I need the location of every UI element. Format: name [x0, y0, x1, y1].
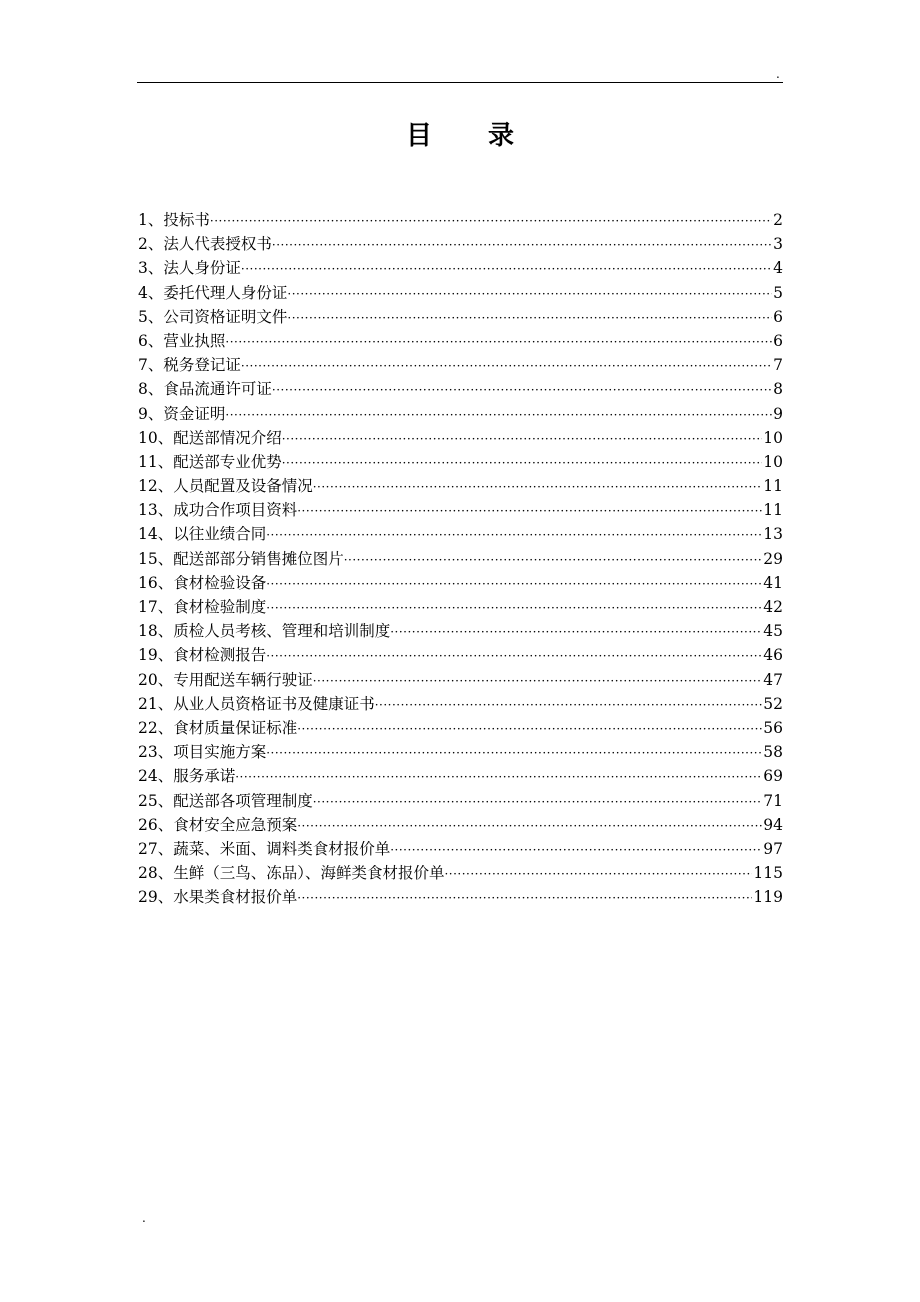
- toc-entry[interactable]: [138, 595, 783, 619]
- toc-entry-label: 18、质检人员考核、管理和培训制度: [138, 622, 391, 641]
- toc-entry[interactable]: [138, 668, 783, 692]
- toc-entry[interactable]: [138, 837, 783, 861]
- toc-entry-page-number: 71: [763, 791, 783, 810]
- toc-entry[interactable]: [138, 426, 783, 450]
- toc-dot-leader: [313, 669, 763, 692]
- toc-entry[interactable]: [138, 740, 783, 764]
- toc-entry-label: 14、以往业绩合同: [138, 525, 267, 544]
- toc-dot-leader: [225, 330, 772, 353]
- toc-dot-leader: [272, 378, 772, 401]
- toc-entry-label: 26、食材安全应急预案: [138, 815, 298, 834]
- toc-entry-page-number: 42: [763, 598, 783, 616]
- toc-dot-leader: [266, 523, 762, 546]
- toc-dot-leader: [297, 886, 752, 909]
- toc-entry-page-number: 52: [763, 694, 783, 713]
- toc-entry-label: 13、成功合作项目资料: [138, 501, 298, 520]
- toc-dot-leader: [241, 354, 772, 377]
- toc-entry-label: 23、项目实施方案: [138, 743, 267, 762]
- toc-entry[interactable]: [138, 474, 783, 498]
- toc-entry[interactable]: [138, 208, 783, 232]
- toc-dot-leader: [266, 644, 762, 667]
- toc-entry-label: 12、人员配置及设备情况: [138, 477, 313, 496]
- toc-entry[interactable]: [138, 619, 783, 643]
- toc-dot-leader: [297, 717, 762, 740]
- toc-entry-label: 1、投标书: [138, 211, 210, 229]
- toc-entry[interactable]: [138, 498, 783, 522]
- toc-entry[interactable]: [138, 281, 783, 305]
- toc-entry-label: 17、食材检验制度: [138, 598, 267, 616]
- toc-entry-label: 2、法人代表授权书: [138, 235, 272, 254]
- toc-entry-page-number: 46: [763, 646, 783, 665]
- toc-entry-label: 10、配送部情况介绍: [138, 428, 282, 447]
- toc-entry-label: 11、配送部专业优势: [138, 452, 282, 471]
- toc-entry[interactable]: [138, 329, 783, 353]
- toc-dot-leader: [225, 403, 772, 426]
- toc-entry-page-number: 8: [773, 380, 783, 399]
- toc-entry-page-number: 9: [773, 404, 783, 423]
- toc-entry[interactable]: [138, 643, 783, 667]
- toc-entry-page-number: 2: [773, 211, 783, 229]
- toc-dot-leader: [266, 572, 762, 595]
- toc-entry[interactable]: [138, 522, 783, 546]
- toc-dot-leader: [287, 306, 772, 329]
- toc-entry-page-number: 5: [773, 283, 783, 302]
- table-of-contents: [138, 208, 783, 909]
- toc-entry-page-number: 29: [763, 549, 783, 568]
- toc-entry[interactable]: [138, 353, 783, 377]
- toc-entry-page-number: 58: [763, 743, 783, 762]
- toc-entry-label: 27、蔬菜、米面、调料类食材报价单: [138, 839, 391, 858]
- toc-entry-page-number: 119: [753, 888, 783, 907]
- toc-dot-leader: [297, 499, 762, 522]
- toc-dot-leader: [282, 451, 763, 474]
- toc-dot-leader: [344, 548, 763, 571]
- header-rule: [137, 82, 783, 83]
- toc-entry-label: 16、食材检验设备: [138, 573, 267, 592]
- footer-mark: .: [142, 1211, 146, 1225]
- toc-entry[interactable]: [138, 813, 783, 837]
- toc-entry-page-number: 41: [763, 573, 783, 592]
- toc-entry[interactable]: [138, 716, 783, 740]
- toc-entry-page-number: 45: [763, 622, 783, 641]
- toc-dot-leader: [444, 862, 752, 885]
- toc-entry-label: 9、资金证明: [138, 404, 226, 423]
- toc-entry-page-number: 115: [753, 864, 783, 883]
- toc-entry-page-number: 47: [763, 670, 783, 689]
- toc-dot-leader: [272, 233, 772, 256]
- toc-entry-label: 8、食品流通许可证: [138, 380, 272, 399]
- toc-entry[interactable]: [138, 692, 783, 716]
- toc-dot-leader: [297, 814, 762, 837]
- toc-entry-label: 4、委托代理人身份证: [138, 283, 288, 302]
- toc-entry-label: 22、食材质量保证标准: [138, 718, 298, 737]
- toc-entry-page-number: 3: [773, 235, 783, 254]
- toc-entry-page-number: 4: [773, 259, 783, 278]
- toc-entry-page-number: 6: [773, 331, 783, 350]
- toc-entry-page-number: 56: [763, 718, 783, 737]
- toc-entry-label: 21、从业人员资格证书及健康证书: [138, 694, 375, 713]
- toc-entry-page-number: 69: [763, 767, 783, 786]
- toc-entry-label: 24、服务承诺: [138, 767, 236, 786]
- toc-entry[interactable]: [138, 232, 783, 256]
- toc-entry-page-number: 7: [773, 356, 783, 375]
- toc-dot-leader: [390, 838, 762, 861]
- toc-entry[interactable]: [138, 789, 783, 813]
- toc-entry-page-number: 10: [763, 452, 783, 471]
- toc-dot-leader: [235, 765, 762, 788]
- toc-dot-leader: [282, 427, 763, 450]
- toc-dot-leader: [266, 596, 762, 619]
- header-mark: .: [776, 67, 780, 81]
- toc-entry-label: 20、专用配送车辆行驶证: [138, 670, 313, 689]
- toc-entry-label: 3、法人身份证: [138, 259, 241, 278]
- toc-entry[interactable]: [138, 885, 783, 909]
- toc-entry[interactable]: [138, 571, 783, 595]
- toc-entry-label: 29、水果类食材报价单: [138, 888, 298, 907]
- toc-dot-leader: [210, 209, 772, 232]
- toc-entry-page-number: 94: [763, 815, 783, 834]
- toc-entry[interactable]: [138, 256, 783, 280]
- toc-entry-page-number: 11: [763, 501, 783, 520]
- toc-entry[interactable]: [138, 305, 783, 329]
- toc-entry-page-number: 10: [763, 428, 783, 447]
- toc-dot-leader: [375, 693, 763, 716]
- toc-entry-label: 15、配送部部分销售摊位图片: [138, 549, 344, 568]
- toc-entry-label: 28、生鲜（三鸟、冻品）、海鲜类食材报价单: [138, 864, 445, 883]
- toc-entry-label: 25、配送部各项管理制度: [138, 791, 313, 810]
- toc-entry[interactable]: [138, 377, 783, 401]
- toc-entry-label: 5、公司资格证明文件: [138, 307, 288, 326]
- toc-entry[interactable]: [138, 547, 783, 571]
- toc-entry[interactable]: [138, 861, 783, 885]
- toc-entry[interactable]: [138, 402, 783, 426]
- toc-entry-page-number: 97: [763, 839, 783, 858]
- toc-dot-leader: [390, 620, 762, 643]
- toc-dot-leader: [287, 282, 772, 305]
- toc-entry[interactable]: [138, 450, 783, 474]
- toc-entry-page-number: 6: [773, 307, 783, 326]
- page-title: 目录: [405, 121, 570, 151]
- toc-entry-page-number: 11: [763, 477, 783, 496]
- toc-entry[interactable]: [138, 764, 783, 788]
- toc-entry-label: 19、食材检测报告: [138, 646, 267, 665]
- toc-dot-leader: [241, 257, 772, 280]
- toc-entry-page-number: 13: [763, 525, 783, 544]
- toc-dot-leader: [313, 475, 763, 498]
- toc-entry-label: 7、税务登记证: [138, 356, 241, 375]
- toc-dot-leader: [313, 790, 763, 813]
- toc-entry-label: 6、营业执照: [138, 331, 226, 350]
- toc-dot-leader: [266, 741, 762, 764]
